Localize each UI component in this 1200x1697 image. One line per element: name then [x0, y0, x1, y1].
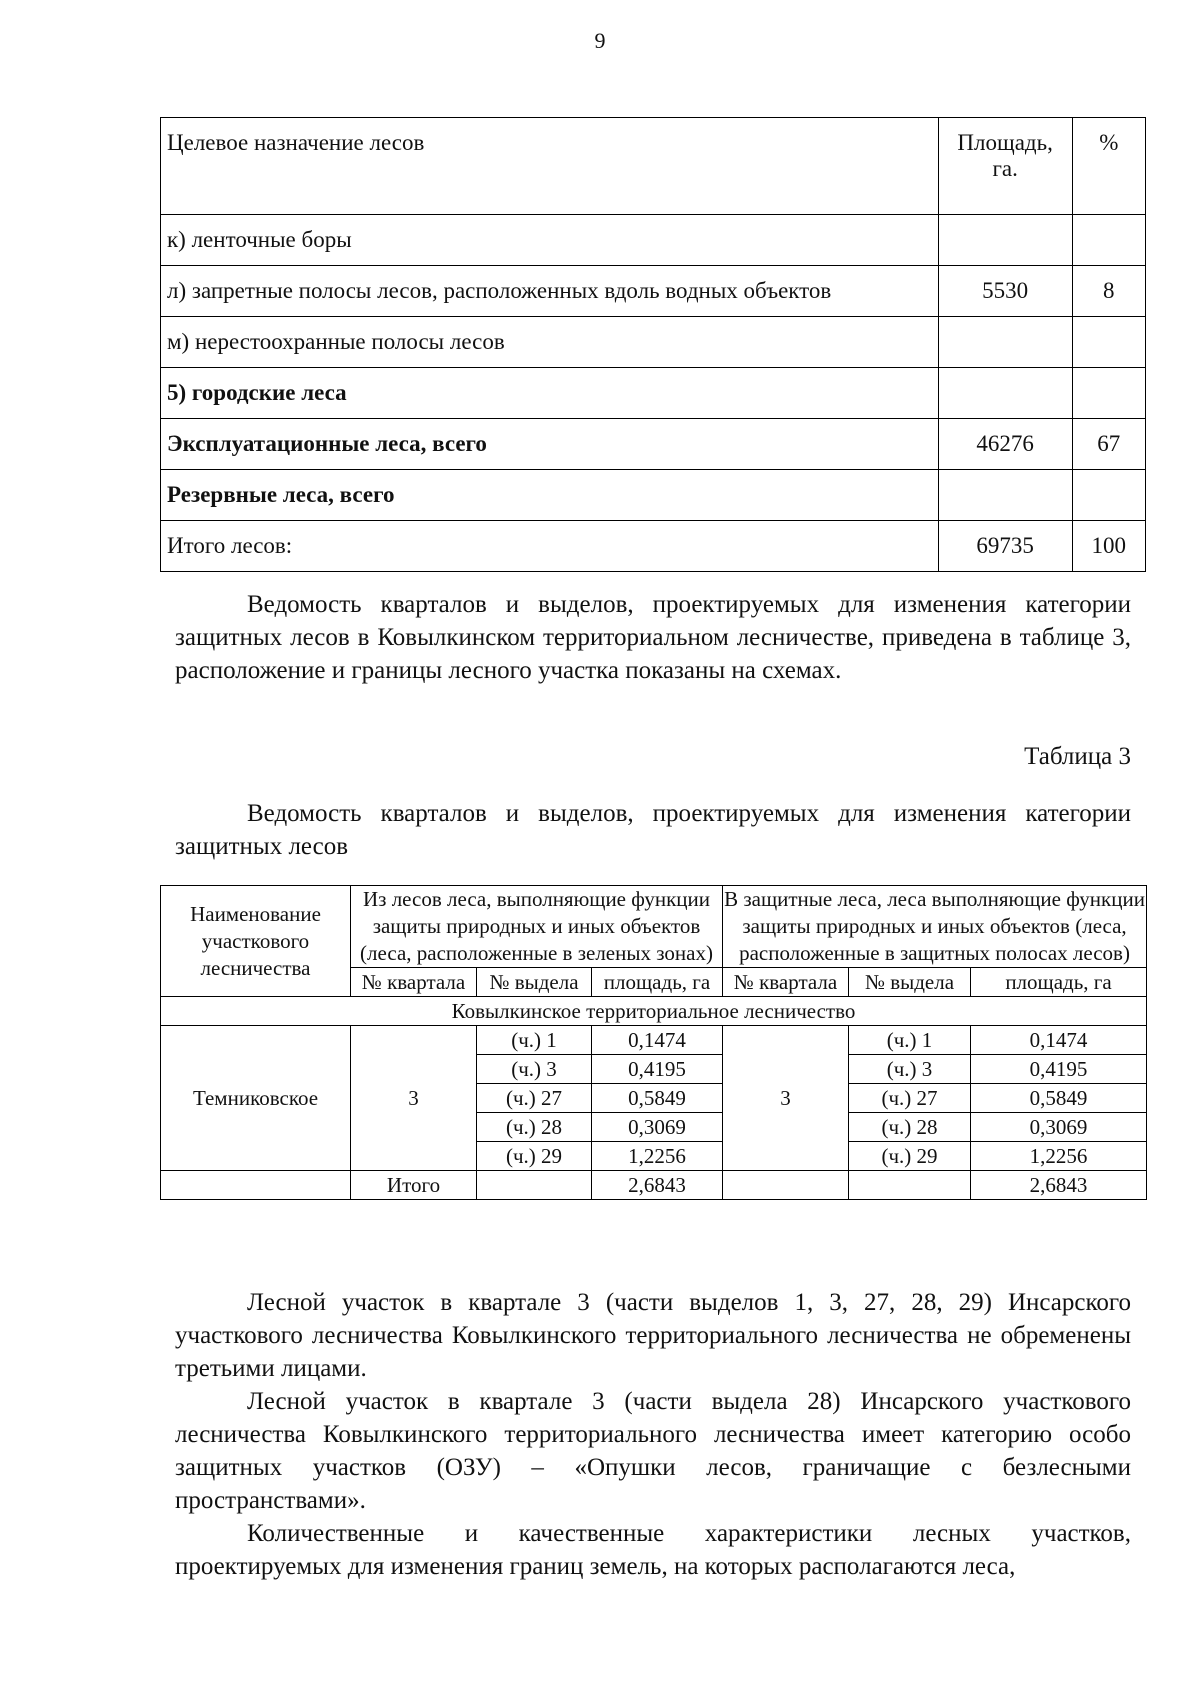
paragraph-text: Лесной участок в квартале 3 (части выдела 28) Инсарского участкового лесничества Ковылкинского территориального лесничества имеет категорию особо защитных участков (ОЗУ) – «Опушки лесов, граничащие с безлесными пространствами».	[175, 1388, 1131, 1514]
table-row	[161, 1026, 1147, 1055]
table-row	[161, 215, 1146, 266]
paragraph	[175, 1517, 1131, 1583]
area-to: 0,1474	[971, 1026, 1147, 1055]
vydel-from: (ч.) 1	[477, 1026, 592, 1055]
table-row	[161, 266, 1146, 317]
row-percent	[1072, 368, 1145, 419]
table-label: Таблица 3	[1024, 743, 1131, 770]
vydel-from: (ч.) 29	[477, 1142, 592, 1171]
area-from: 1,2256	[592, 1142, 723, 1171]
table-row	[161, 368, 1146, 419]
empty-cell	[477, 1171, 592, 1200]
table-header-row	[161, 118, 1146, 215]
quarters-table	[160, 885, 1147, 1200]
area-to: 0,4195	[971, 1055, 1147, 1084]
subheader-kvartal: № квартала	[723, 968, 849, 997]
row-area	[938, 368, 1072, 419]
table-row	[161, 470, 1146, 521]
paragraph	[175, 1385, 1131, 1517]
paragraph-text: Лесной участок в квартале 3 (части выделов 1, 3, 27, 28, 29) Инсарского участкового лесничества Ковылкинского территориального лесничества не обременены третьими лицами.	[175, 1289, 1131, 1382]
vydel-to: (ч.) 1	[849, 1026, 971, 1055]
header-forestry-name: Наименование участкового лесничества	[161, 886, 351, 997]
row-name: л) запретные полосы лесов, расположенных вдоль водных объектов	[161, 266, 939, 317]
row-area	[938, 317, 1072, 368]
area-from: 0,1474	[592, 1026, 723, 1055]
row-name: 5) городские леса	[161, 368, 939, 419]
area-from: 0,4195	[592, 1055, 723, 1084]
vydel-to: (ч.) 29	[849, 1142, 971, 1171]
subheader-area: площадь, га	[592, 968, 723, 997]
kvartal-to: 3	[723, 1026, 849, 1171]
subheader-area: площадь, га	[971, 968, 1147, 997]
empty-cell	[723, 1171, 849, 1200]
subheader-vydel: № выдела	[477, 968, 592, 997]
empty-cell	[161, 1171, 351, 1200]
row-name: Итого лесов:	[161, 521, 939, 572]
paragraph	[175, 1286, 1131, 1385]
total-area-to: 2,6843	[971, 1171, 1147, 1200]
territory-row	[161, 997, 1147, 1026]
header-area: Площадь, га.	[938, 118, 1072, 215]
row-percent	[1072, 215, 1145, 266]
row-area: 5530	[938, 266, 1072, 317]
vydel-to: (ч.) 3	[849, 1055, 971, 1084]
table-title-text: Ведомость кварталов и выделов, проектируемых для изменения категории защитных лесов	[175, 800, 1131, 860]
territory-name: Ковылкинское территориальное лесничество	[161, 997, 1147, 1026]
total-label: Итого	[351, 1171, 477, 1200]
row-percent: 100	[1072, 521, 1145, 572]
table-title	[175, 797, 1131, 863]
table-header-row	[161, 886, 1147, 968]
area-to: 0,3069	[971, 1113, 1147, 1142]
table-row	[161, 419, 1146, 470]
area-to: 1,2256	[971, 1142, 1147, 1171]
header-to-group: В защитные леса, леса выполняющие функции защиты природных и иных объектов (леса, расположенные в защитных полосах лесов)	[723, 886, 1147, 968]
page-number: 9	[594, 28, 606, 53]
table-row	[161, 317, 1146, 368]
row-name: Резервные леса, всего	[161, 470, 939, 521]
table-total-row	[161, 1171, 1147, 1200]
paragraph-text: Количественные и качественные характеристики лесных участков, проектируемых для изменения границ земель, на которых располагаются леса,	[175, 1520, 1131, 1580]
vydel-from: (ч.) 27	[477, 1084, 592, 1113]
empty-cell	[849, 1171, 971, 1200]
header-percent: %	[1072, 118, 1145, 215]
vydel-to: (ч.) 27	[849, 1084, 971, 1113]
vydel-to: (ч.) 28	[849, 1113, 971, 1142]
header-from-group: Из лесов леса, выполняющие функции защиты природных и иных объектов (леса, расположенные в зеленых зонах)	[351, 886, 723, 968]
vydel-from: (ч.) 3	[477, 1055, 592, 1084]
paragraph-text: Ведомость кварталов и выделов, проектируемых для изменения категории защитных лесов в Ковылкинском территориальном лесничестве, приведена в таблице 3, расположение и границы лесного участка показаны на схемах.	[175, 591, 1131, 684]
vydel-from: (ч.) 28	[477, 1113, 592, 1142]
paragraph	[175, 588, 1131, 687]
area-from: 0,3069	[592, 1113, 723, 1142]
area-from: 0,5849	[592, 1084, 723, 1113]
row-area: 46276	[938, 419, 1072, 470]
forest-purpose-table	[160, 117, 1146, 572]
row-percent: 67	[1072, 419, 1145, 470]
row-area	[938, 470, 1072, 521]
forestry-name: Темниковское	[161, 1026, 351, 1171]
row-name: Эксплуатационные леса, всего	[161, 419, 939, 470]
row-area: 69735	[938, 521, 1072, 572]
kvartal-from: 3	[351, 1026, 477, 1171]
row-percent	[1072, 317, 1145, 368]
subheader-kvartal: № квартала	[351, 968, 477, 997]
row-name: к) ленточные боры	[161, 215, 939, 266]
total-area-from: 2,6843	[592, 1171, 723, 1200]
subheader-vydel: № выдела	[849, 968, 971, 997]
row-area	[938, 215, 1072, 266]
row-name: м) нерестоохранные полосы лесов	[161, 317, 939, 368]
row-percent: 8	[1072, 266, 1145, 317]
area-to: 0,5849	[971, 1084, 1147, 1113]
table-total-row	[161, 521, 1146, 572]
row-percent	[1072, 470, 1145, 521]
header-purpose: Целевое назначение лесов	[161, 118, 939, 215]
